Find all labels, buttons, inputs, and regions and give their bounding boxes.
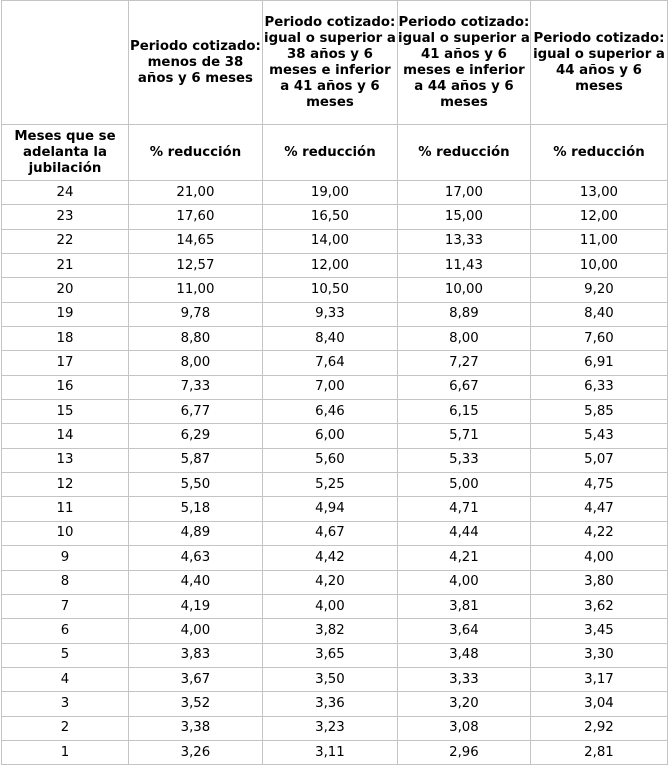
reduction-cell: 4,00 (397, 570, 530, 594)
reduction-cell: 10,00 (530, 254, 667, 278)
reduction-cell: 13,00 (530, 181, 667, 205)
reduction-cell: 4,22 (530, 521, 667, 545)
reduction-header: % reducción (128, 125, 262, 181)
period-header: Periodo cotizado: menos de 38 años y 6 meses (128, 1, 262, 125)
reduction-cell: 6,67 (397, 375, 530, 399)
reduction-cell: 4,21 (397, 546, 530, 570)
reduction-cell: 5,85 (530, 400, 667, 424)
reduction-cell: 12,00 (530, 205, 667, 229)
column-header-row (2, 125, 668, 181)
reduction-cell: 3,26 (128, 740, 262, 764)
reduction-cell: 5,87 (128, 448, 262, 472)
reduction-cell: 4,67 (262, 521, 397, 545)
reduction-cell: 16,50 (262, 205, 397, 229)
period-header: Periodo cotizado: igual o superior a 41 años y 6 meses e inferior a 44 años y 6 meses (397, 1, 530, 125)
table-row (2, 692, 668, 716)
corner-cell (2, 1, 129, 125)
reduction-cell: 11,43 (397, 254, 530, 278)
table-row (2, 667, 668, 691)
reduction-cell: 13,33 (397, 229, 530, 253)
months-cell: 8 (2, 570, 129, 594)
reduction-cell: 4,20 (262, 570, 397, 594)
reduction-cell: 4,94 (262, 497, 397, 521)
reduction-cell: 4,63 (128, 546, 262, 570)
period-header: Periodo cotizado: igual o superior a 44 años y 6 meses (530, 1, 667, 125)
reduction-cell: 6,91 (530, 351, 667, 375)
reduction-cell: 9,20 (530, 278, 667, 302)
months-cell: 14 (2, 424, 129, 448)
table-row (2, 497, 668, 521)
reduction-cell: 11,00 (530, 229, 667, 253)
reduction-cell: 7,27 (397, 351, 530, 375)
reduction-cell: 3,81 (397, 594, 530, 618)
reduction-header: % reducción (262, 125, 397, 181)
reduction-table (1, 0, 668, 765)
reduction-cell: 3,67 (128, 667, 262, 691)
reduction-cell: 4,71 (397, 497, 530, 521)
period-header-row (2, 1, 668, 125)
table-body (2, 181, 668, 765)
reduction-cell: 3,17 (530, 667, 667, 691)
months-cell: 5 (2, 643, 129, 667)
table-row (2, 473, 668, 497)
months-cell: 2 (2, 716, 129, 740)
months-cell: 6 (2, 619, 129, 643)
reduction-cell: 17,00 (397, 181, 530, 205)
reduction-header: % reducción (397, 125, 530, 181)
table-row (2, 594, 668, 618)
reduction-cell: 14,00 (262, 229, 397, 253)
months-cell: 18 (2, 327, 129, 351)
months-cell: 10 (2, 521, 129, 545)
reduction-cell: 19,00 (262, 181, 397, 205)
reduction-cell: 15,00 (397, 205, 530, 229)
reduction-cell: 8,80 (128, 327, 262, 351)
table-row (2, 740, 668, 764)
months-cell: 7 (2, 594, 129, 618)
table-row (2, 546, 668, 570)
reduction-header: % reducción (530, 125, 667, 181)
table-row (2, 302, 668, 326)
reduction-cell: 4,89 (128, 521, 262, 545)
reduction-cell: 5,60 (262, 448, 397, 472)
reduction-cell: 5,07 (530, 448, 667, 472)
reduction-cell: 3,11 (262, 740, 397, 764)
table-row (2, 278, 668, 302)
reduction-cell: 3,38 (128, 716, 262, 740)
reduction-cell: 6,33 (530, 375, 667, 399)
reduction-cell: 21,00 (128, 181, 262, 205)
months-cell: 3 (2, 692, 129, 716)
reduction-cell: 10,50 (262, 278, 397, 302)
reduction-cell: 5,33 (397, 448, 530, 472)
table-row (2, 400, 668, 424)
months-cell: 16 (2, 375, 129, 399)
months-cell: 19 (2, 302, 129, 326)
reduction-cell: 14,65 (128, 229, 262, 253)
reduction-cell: 3,36 (262, 692, 397, 716)
reduction-cell: 3,48 (397, 643, 530, 667)
reduction-cell: 6,77 (128, 400, 262, 424)
reduction-cell: 6,15 (397, 400, 530, 424)
table-row (2, 570, 668, 594)
months-cell: 4 (2, 667, 129, 691)
reduction-cell: 4,47 (530, 497, 667, 521)
reduction-cell: 5,18 (128, 497, 262, 521)
table-row (2, 716, 668, 740)
table-row (2, 351, 668, 375)
months-cell: 15 (2, 400, 129, 424)
reduction-cell: 3,80 (530, 570, 667, 594)
table-row (2, 643, 668, 667)
table-row (2, 424, 668, 448)
reduction-cell: 3,45 (530, 619, 667, 643)
months-cell: 20 (2, 278, 129, 302)
reduction-cell: 4,19 (128, 594, 262, 618)
table-row (2, 181, 668, 205)
reduction-cell: 9,78 (128, 302, 262, 326)
reduction-cell: 6,29 (128, 424, 262, 448)
reduction-cell: 8,00 (397, 327, 530, 351)
reduction-cell: 2,92 (530, 716, 667, 740)
reduction-cell: 10,00 (397, 278, 530, 302)
reduction-cell: 5,43 (530, 424, 667, 448)
reduction-cell: 17,60 (128, 205, 262, 229)
table-row (2, 375, 668, 399)
months-cell: 17 (2, 351, 129, 375)
reduction-cell: 4,00 (530, 546, 667, 570)
reduction-cell: 3,65 (262, 643, 397, 667)
reduction-cell: 4,44 (397, 521, 530, 545)
reduction-cell: 8,89 (397, 302, 530, 326)
reduction-cell: 12,00 (262, 254, 397, 278)
reduction-cell: 5,25 (262, 473, 397, 497)
reduction-cell: 5,00 (397, 473, 530, 497)
reduction-cell: 3,62 (530, 594, 667, 618)
reduction-cell: 3,30 (530, 643, 667, 667)
reduction-cell: 8,40 (530, 302, 667, 326)
reduction-cell: 7,33 (128, 375, 262, 399)
table-row (2, 448, 668, 472)
reduction-cell: 3,83 (128, 643, 262, 667)
months-cell: 11 (2, 497, 129, 521)
table-row (2, 254, 668, 278)
reduction-cell: 3,23 (262, 716, 397, 740)
months-header: Meses que se adelanta la jubilación (2, 125, 129, 181)
reduction-cell: 5,50 (128, 473, 262, 497)
reduction-cell: 3,20 (397, 692, 530, 716)
months-cell: 21 (2, 254, 129, 278)
reduction-cell: 5,71 (397, 424, 530, 448)
reduction-cell: 11,00 (128, 278, 262, 302)
table-row (2, 205, 668, 229)
reduction-cell: 9,33 (262, 302, 397, 326)
reduction-cell: 12,57 (128, 254, 262, 278)
reduction-cell: 8,40 (262, 327, 397, 351)
reduction-cell: 3,08 (397, 716, 530, 740)
reduction-cell: 3,33 (397, 667, 530, 691)
reduction-cell: 3,82 (262, 619, 397, 643)
reduction-cell: 6,00 (262, 424, 397, 448)
reduction-cell: 7,60 (530, 327, 667, 351)
months-cell: 13 (2, 448, 129, 472)
reduction-cell: 2,96 (397, 740, 530, 764)
period-header: Periodo cotizado: igual o superior a 38 años y 6 meses e inferior a 41 años y 6 meses (262, 1, 397, 125)
reduction-cell: 3,64 (397, 619, 530, 643)
months-cell: 24 (2, 181, 129, 205)
reduction-cell: 3,52 (128, 692, 262, 716)
reduction-cell: 7,00 (262, 375, 397, 399)
months-cell: 9 (2, 546, 129, 570)
months-cell: 22 (2, 229, 129, 253)
months-cell: 12 (2, 473, 129, 497)
table-row (2, 619, 668, 643)
reduction-cell: 3,50 (262, 667, 397, 691)
months-cell: 1 (2, 740, 129, 764)
reduction-cell: 7,64 (262, 351, 397, 375)
reduction-cell: 4,75 (530, 473, 667, 497)
reduction-cell: 4,42 (262, 546, 397, 570)
reduction-cell: 4,40 (128, 570, 262, 594)
reduction-cell: 6,46 (262, 400, 397, 424)
months-cell: 23 (2, 205, 129, 229)
reduction-cell: 4,00 (262, 594, 397, 618)
table-row (2, 229, 668, 253)
reduction-cell: 8,00 (128, 351, 262, 375)
reduction-cell: 4,00 (128, 619, 262, 643)
reduction-cell: 3,04 (530, 692, 667, 716)
reduction-cell: 2,81 (530, 740, 667, 764)
table-row (2, 327, 668, 351)
table-row (2, 521, 668, 545)
